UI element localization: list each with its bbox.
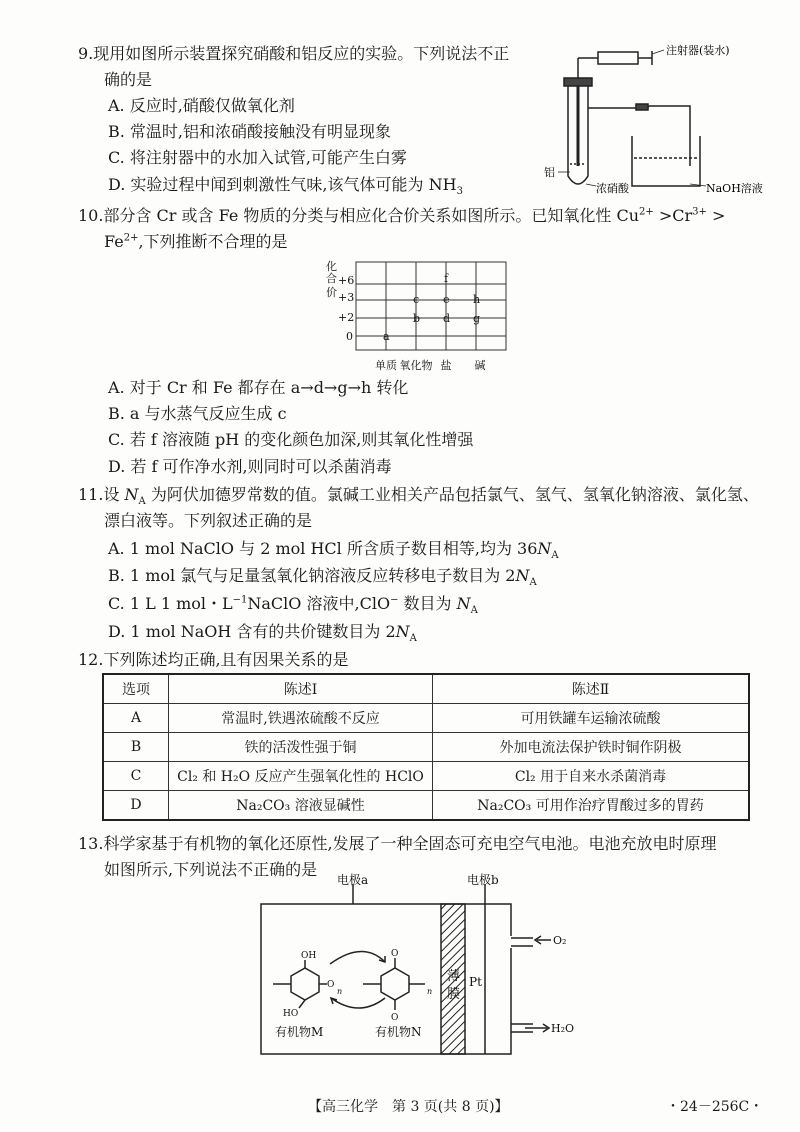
label-naoh: NaOH溶液: [706, 182, 763, 195]
q9-stem-line1: 9.现用如图所示装置探究硝酸和铝反应的实验。下列说法不正: [78, 44, 510, 63]
point-c: c: [413, 293, 420, 306]
cell-option: A: [103, 704, 169, 733]
cell-option: B: [103, 733, 169, 762]
point-a: a: [383, 330, 390, 343]
ring-m: [291, 968, 319, 1000]
q13-battery-figure: [255, 874, 585, 1060]
label-n-n: n: [427, 987, 433, 996]
label-h2o: H₂O: [551, 1022, 575, 1035]
q11-option-a: A. 1 mol NaClO 与 2 mol HCl 所含质子数目相等,均为 $36N_A$: [108, 539, 559, 562]
label-aluminium: 铝: [544, 166, 555, 179]
y-axis-label-2: 合: [326, 272, 337, 285]
label-membrane-2: 膜: [447, 987, 461, 1002]
q11-stem-line2: 漂白液等。下列叙述正确的是: [104, 511, 313, 530]
q12-table: [102, 673, 750, 821]
q9-stem-line2: 确的是: [104, 70, 153, 89]
cell-statement-2: Cl₂ 用于自来水杀菌消毒: [433, 762, 750, 791]
cell-statement-1: Na₂CO₃ 溶液显碱性: [169, 791, 433, 821]
footer-page-info: 【高三化学 第 3 页(共 8 页)】: [308, 1099, 509, 1115]
label-pt: Pt: [469, 975, 482, 989]
cell-statement-1: 铁的活泼性强于铜: [169, 733, 433, 762]
table-row: [103, 733, 749, 762]
label-conc-nitric: 浓硝酸: [596, 182, 629, 195]
label-ho: HO: [283, 1009, 299, 1019]
table-row: [103, 791, 749, 821]
ytick-plus6: +6: [338, 274, 355, 287]
q11-stem-line1: 11.设 $N_A$ 为阿伏加德罗常数的值。氯碱工业相关产品包括氯气、氢气、氢氧化钠溶液、氯化氢、: [78, 485, 759, 508]
q10-option-a: A. 对于 Cr 和 Fe 都存在 a→d→g→h 转化: [108, 378, 409, 397]
q11-option-d: D. 1 mol NaOH 含有的共价键数目为 $2N_A$: [108, 622, 417, 645]
table-header-row: [103, 674, 749, 704]
table-row: [103, 762, 749, 791]
y-axis-label: 化: [326, 260, 337, 273]
q10-option-b: B. a 与水蒸气反应生成 c: [108, 404, 287, 423]
label-o-n-bottom: O: [391, 1013, 399, 1023]
cell-statement-1: Cl₂ 和 H₂O 反应产生强氧化性的 HClO: [169, 762, 433, 791]
q10-stem-line2: $Fe^{2+}$,下列推断不合理的是: [104, 232, 288, 251]
q11-option-c: C. 1 L 1 mol・$L^{-1}NaClO$ 溶液中,ClO− 数目为 $N_A$: [108, 594, 478, 617]
header-statement-1: 陈述Ⅰ: [169, 674, 433, 704]
cell-statement-2: 可用铁罐车运输浓硫酸: [433, 704, 750, 733]
cell-statement-2: Na₂CO₃ 可用作治疗胃酸过多的胃药: [433, 791, 750, 821]
label-electrode-a: 电极a: [337, 873, 369, 887]
label-organic-n: 有机物N: [375, 1025, 422, 1039]
point-f: f: [444, 272, 449, 285]
cell-option: C: [103, 762, 169, 791]
label-o-m: O: [327, 980, 335, 990]
label-oh: OH: [301, 951, 317, 961]
point-h: h: [473, 293, 481, 306]
label-membrane-1: 薄: [447, 969, 461, 984]
q10-stem-line1: 10.部分含 Cr 或含 Fe 物质的分类与相应化合价关系如图所示。已知氧化性 $Cu^{2+} >Cr^{3+}$ >: [78, 206, 726, 225]
q9-option-b: B. 常温时,铝和浓硝酸接触没有明显现象: [108, 122, 392, 141]
xlabel-salt: 盐: [440, 359, 452, 372]
q13-stem-line2: 如图所示,下列说法不正确的是: [104, 860, 318, 879]
q10-valence-chart: [320, 256, 520, 374]
table-row: [103, 704, 749, 733]
ytick-zero: 0: [346, 330, 353, 343]
label-o2: O₂: [553, 934, 567, 947]
ytick-plus3: +3: [338, 291, 355, 304]
chart-grid-frame: [356, 262, 506, 350]
header-option: 选项: [103, 674, 169, 704]
syringe-barrel: [598, 52, 638, 64]
cell-option: D: [103, 791, 169, 821]
point-e: e: [443, 293, 450, 306]
q11-option-b: B. 1 mol 氯气与足量氢氧化钠溶液反应转移电子数目为 $2N_A$: [108, 566, 537, 589]
point-g: g: [473, 312, 481, 325]
cell-statement-1: 常温时,铁遇浓硫酸不反应: [169, 704, 433, 733]
header-statement-2: 陈述Ⅱ: [433, 674, 750, 704]
y-axis-label-3: 价: [326, 286, 337, 299]
label-organic-m: 有机物M: [275, 1025, 324, 1039]
label-o-n-top: O: [391, 949, 399, 959]
xlabel-base: 碱: [474, 359, 486, 372]
xlabel-oxide: 氧化物: [399, 359, 433, 372]
label-electrode-b: 电极b: [467, 873, 499, 887]
label-n-m: n: [337, 987, 343, 996]
ring-n: [381, 968, 409, 1000]
ytick-plus2: +2: [338, 311, 355, 324]
point-d: d: [443, 312, 451, 325]
point-b: b: [413, 312, 421, 325]
q10-option-c: C. 若 f 溶液随 pH 的变化颜色加深,则其氧化性增强: [108, 430, 474, 449]
label-syringe: 注射器(装水): [666, 44, 730, 57]
cell-statement-2: 外加电流法保护铁时铜作阴极: [433, 733, 750, 762]
q13-stem-line1: 13.科学家基于有机物的氧化还原性,发展了一种全固态可充电空气电池。电池充放电时原理: [78, 834, 717, 853]
q9-apparatus-figure: [540, 46, 770, 198]
footer-code: ・24－256C・: [666, 1099, 764, 1115]
q9-option-c: C. 将注射器中的水加入试管,可能产生白雾: [108, 148, 407, 167]
q9-option-d: D. 实验过程中闻到刺激性气味,该气体可能为 $NH_3$: [108, 175, 463, 198]
xlabel-element: 单质: [375, 359, 397, 372]
q12-stem: 12.下列陈述均正确,且有因果关系的是: [78, 650, 349, 669]
q9-option-a: A. 反应时,硝酸仅做氧化剂: [108, 96, 295, 115]
q10-option-d: D. 若 f 可作净水剂,则同时可以杀菌消毒: [108, 457, 392, 476]
